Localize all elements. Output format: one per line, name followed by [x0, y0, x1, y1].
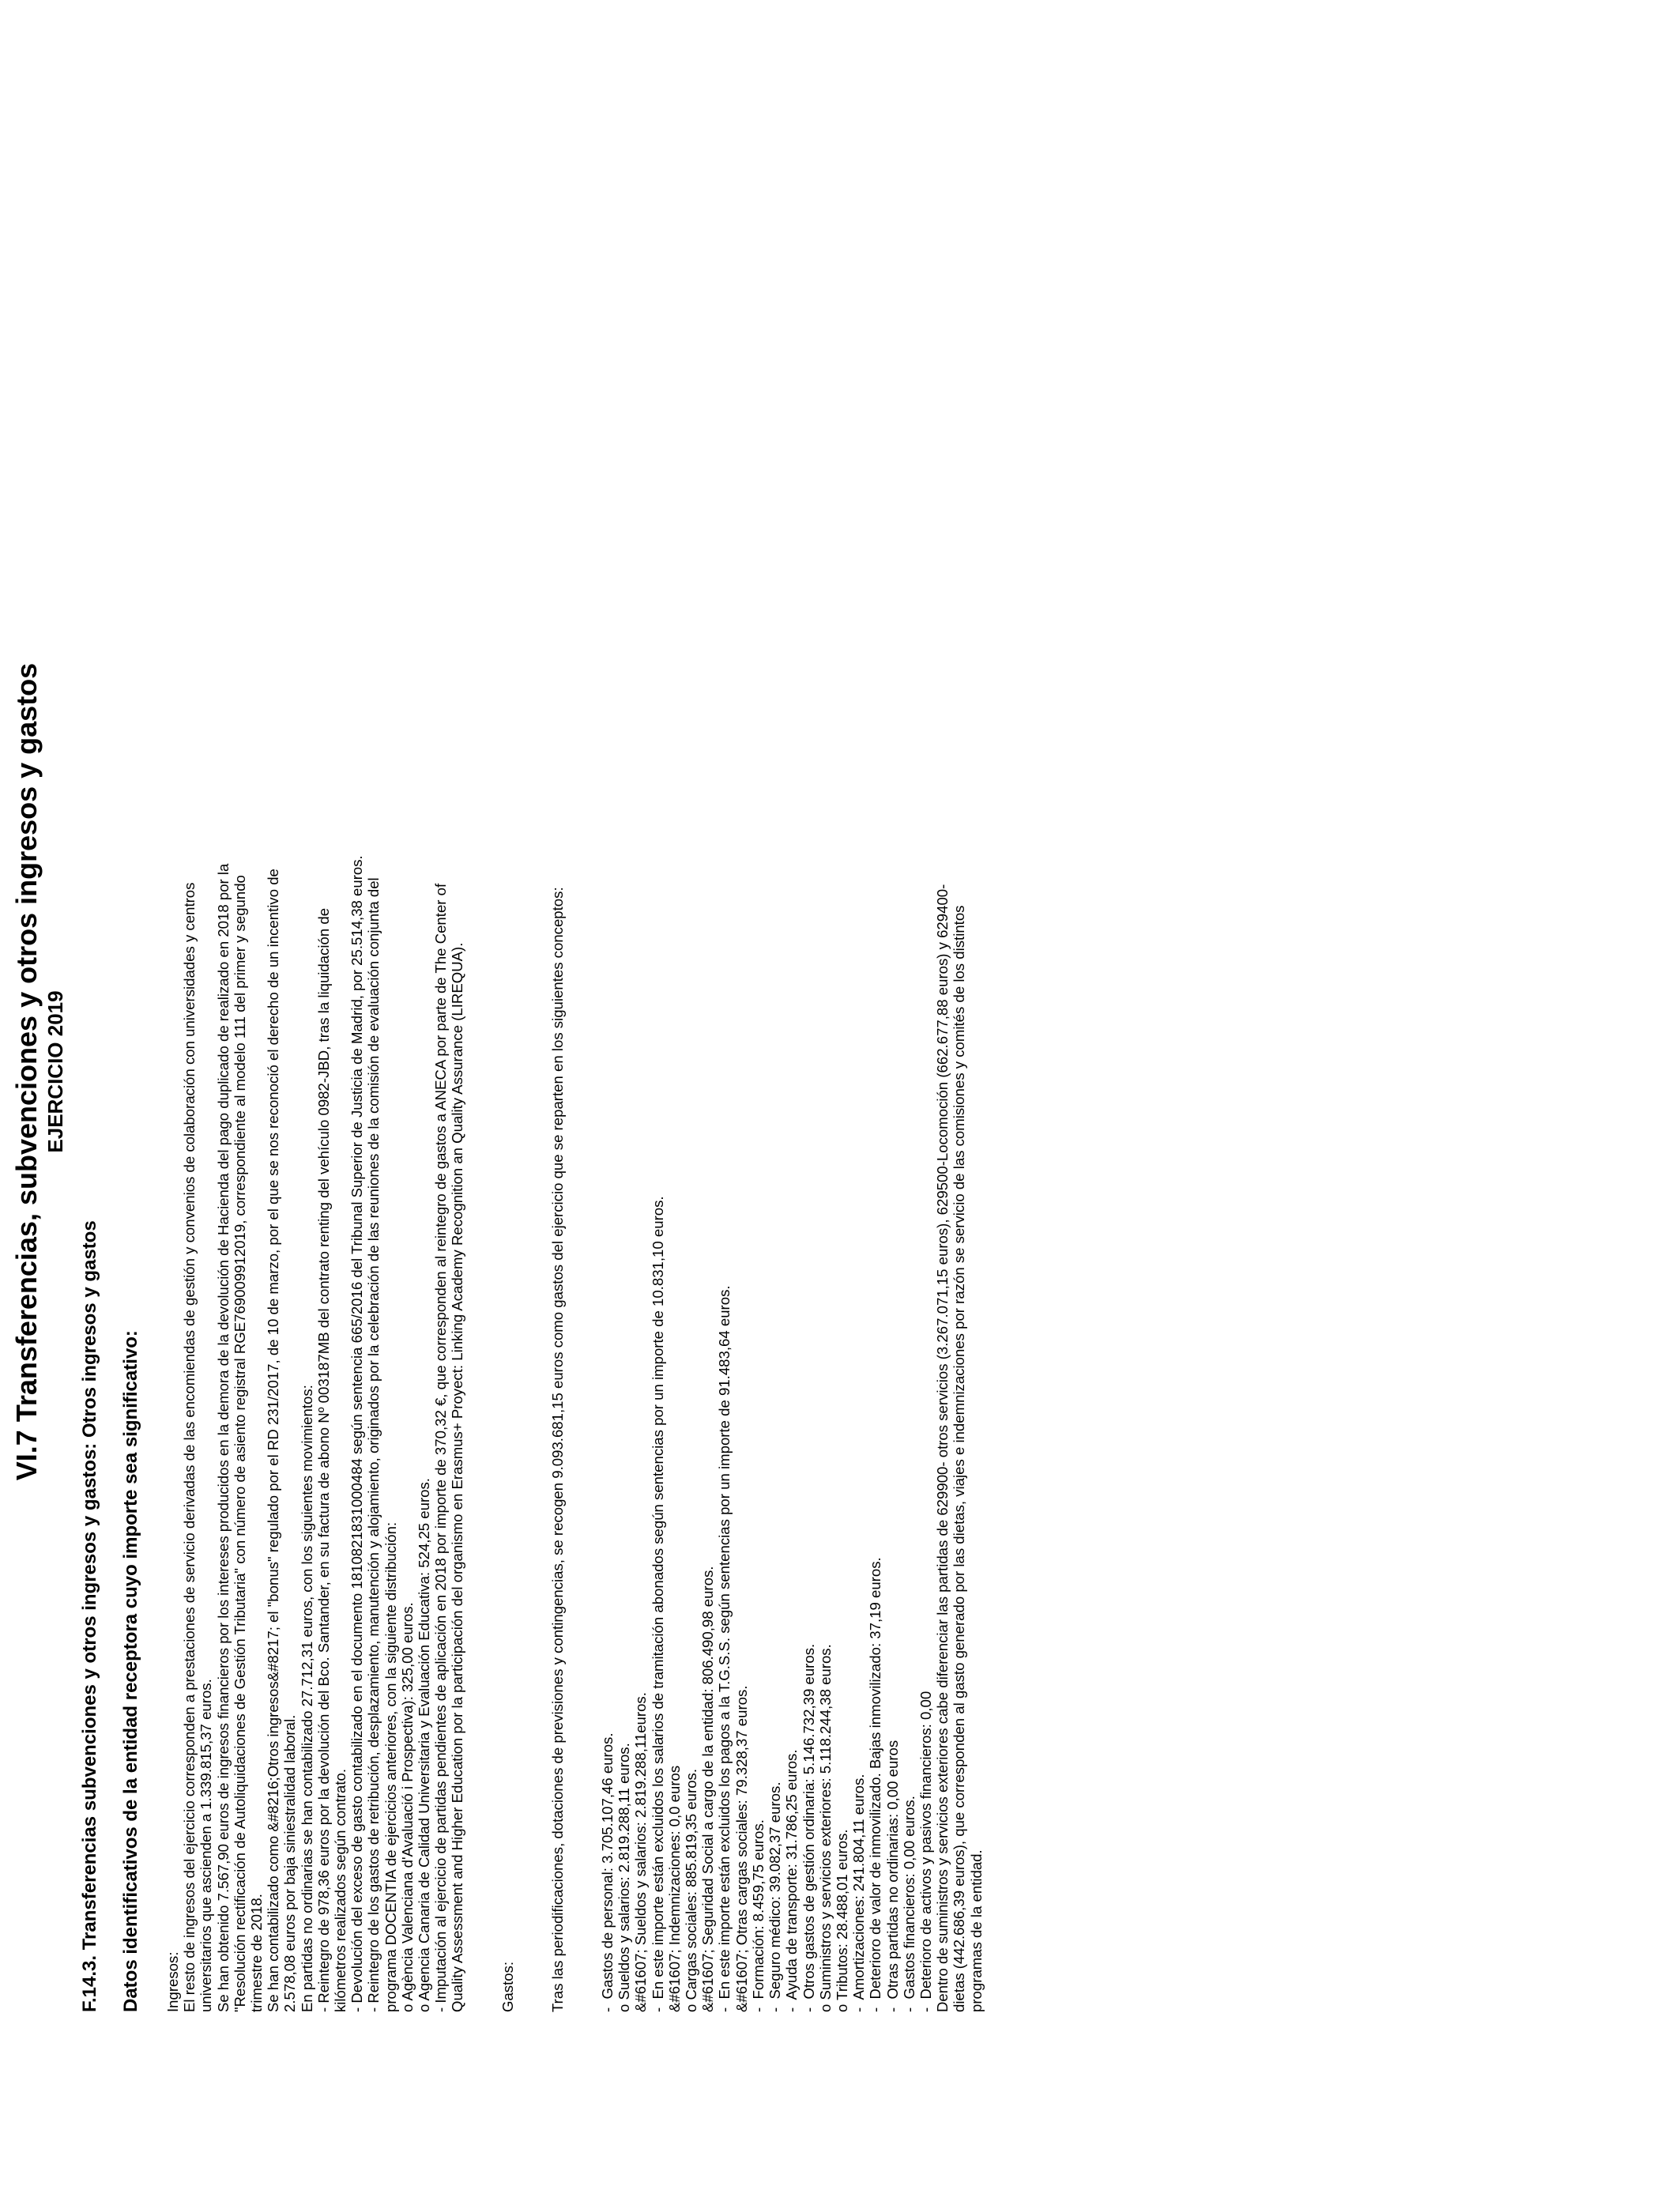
spacer	[566, 850, 599, 2012]
gastos-line: - Deterioro de activos y pasivos financieros: 0,00	[917, 1691, 934, 2012]
ingresos-line: - Devolución del exceso de gasto contabilizado en el documento 1810821831000484 según sentencia 665/2016 del Tribunal Superior de Justicia de Madrid, por 25.514,38 euros.	[348, 855, 366, 2012]
gastos-line: - Seguro médico: 39.082,37 euros.	[767, 1781, 784, 2012]
gastos-line: o Suministros y servicios exteriores: 5.118.244,38 euros.	[816, 1644, 834, 2012]
gastos-line: &#61607; Otras cargas sociales: 79.328,37 euros.	[733, 1685, 750, 2012]
gastos-line: &#61607; Seguridad Social a cargo de la entidad: 806.490,98 euros.	[699, 1566, 717, 2012]
ingresos-label: Ingresos:	[164, 1951, 181, 2012]
ingresos-line: Se han obtenido 7.567,90 euros de ingresos financieros por los intereses producidos en la demora de la devolución de Hacienda del pago duplicado de realizado en 2018 por la "Resolución rectificación de Autoliquidaciones de Gestión Tributaria" con número de asiento registral RGE769009912019, correspondiente al modelo 111 del primer y segundo trimestre de 2018.	[214, 859, 266, 2012]
ingresos-line: Se han contabilizado como &#8216;Otros ingresos&#8217; el "bonus" regulado por el RD 231/2017, de 10 de marzo, por el que se nos reconoció el derecho de un incentivo de 2.578,08 euros por baja siniestralidad laboral.	[265, 864, 299, 2012]
ingresos-line: - Reintegro de los gastos de retribución, desplazamiento, manutención y alojamiento, originados por la celebración de las reuniones de la comisión de evaluación conjunta del programa DOCENTIA de ejercicios anteriores, con la siguiente distribución:	[365, 873, 399, 2012]
gastos-line: - En este importe están excluidos los pagos a la T.G.S.S. según sentencias por un importe de 91.483,64 euros.	[716, 1285, 733, 2012]
gastos-line: - Ayuda de transporte: 31.786,25 euros.	[783, 1749, 800, 2012]
gastos-line: o Cargas sociales: 885.819,35 euros.	[683, 1768, 700, 2012]
gastos-line: o Sueldos y salarios: 2.819.288,11 euros.	[616, 1743, 633, 2012]
ingresos-line: El resto de ingresos del ejercicio corresponden a prestaciones de servicio derivadas de las encomiendas de gestión y convenios de colaboración con universidades y centros universitarios que ascienden a 1.339.815,37 euros.	[181, 878, 215, 2012]
gastos-line: - Formación: 8.459,75 euros.	[749, 1819, 767, 2012]
ingresos-line: - Imputación al ejercicio de partidas pendientes de aplicación en 2018 por importe de 370,32 €, que corresponden al reintegro de gastos a ANECA por parte de The Center of Quality Assessment and Higher Education por la participación del organismo en Erasmus+ Proyect: Linking Academy Recognition an Quality Assurance (LIREQUA).	[432, 879, 466, 2012]
gastos-line: &#61607; Sueldos y salarios: 2.819.288,11euros.	[632, 1692, 650, 2012]
gastos-line: Dentro de suministros y servicios exteriores cabe diferenciar las partidas de 629900- otros servicios (3.267.071,15 euros), 629500-Locomoción (662.677,88 euros) y 629400-dietas (442.686,39 euros), que corresponden al gasto generado por las dietas, viajes e indemnizaciones por razón se servicio de las comisiones y comités de los distintos programas de la entidad.	[934, 884, 985, 2012]
gastos-line: &#61607; Indemnizaciones: 0,0 euros	[665, 1765, 683, 2012]
gastos-line: - Gastos de personal: 3.705.107,46 euros.	[599, 1732, 616, 2012]
section-heading: F.14.3. Transferencias subvenciones y otros ingresos y gastos: Otros ingresos y gastos	[79, 1220, 100, 2012]
page-title: VI.7 Transferencias, subvenciones y otros ingresos y gastos	[10, 662, 43, 1481]
gastos-line: - En este importe están excluidos los salarios de tramitación abonados según sentencias por un importe de 10.831,10 euros.	[649, 1196, 666, 2012]
gastos-line: o Tributos: 28.488,01 euros.	[833, 1829, 850, 2012]
ingresos-line: En partidas no ordinarias se han contabilizado 27.712,31 euros, con los siguientes movimientos:	[298, 1385, 315, 2012]
ingresos-line: o Agencia Canaria de Calidad Universitaria y Evaluación Educativa: 524,25 euros.	[416, 1478, 433, 2012]
gastos-line: - Deterioro de valor de inmovilizado. Bajas inmovilizado: 37,19 euros.	[867, 1557, 884, 2012]
gastos-line: - Otros gastos de gestión ordinaria: 5.146.732,39 euros.	[800, 1643, 817, 2012]
gastos-line: - Gastos financieros: 0,00 euros.	[900, 1796, 917, 2012]
ingresos-line: o Agència Valenciana d'Avaluació i Prospectiva): 325,00 euros.	[398, 1602, 416, 2012]
gastos-intro: Tras las periodificaciones, dotaciones de previsiones y contingencias, se recogen 9.093.681,15 euros como gastos del ejercicio que se reparten en los siguientes conceptos:	[548, 887, 566, 2012]
spacer	[466, 850, 499, 2012]
spacer	[516, 850, 549, 2012]
gastos-line: - Otras partidas no ordinarias: 0,00 euros	[883, 1740, 901, 2012]
page-subtitle: EJERCICIO 2019	[43, 990, 67, 1153]
document-body	[164, 850, 985, 2012]
gastos-line: - Amortizaciones: 241.804,11 euros.	[850, 1774, 868, 2012]
subheading: Datos identificativos de la entidad receptora cuyo importe sea significativo:	[120, 1330, 141, 2012]
ingresos-line: - Reintegro de 978,36 euros por la devolución del Bco. Santander, en su factura de abono Nº 003187MB del contrato renting del vehículo 0982-JBD, tras la liquidación de kilómetros realizados según contrato.	[315, 903, 349, 2012]
gastos-label: Gastos:	[499, 1961, 516, 2012]
